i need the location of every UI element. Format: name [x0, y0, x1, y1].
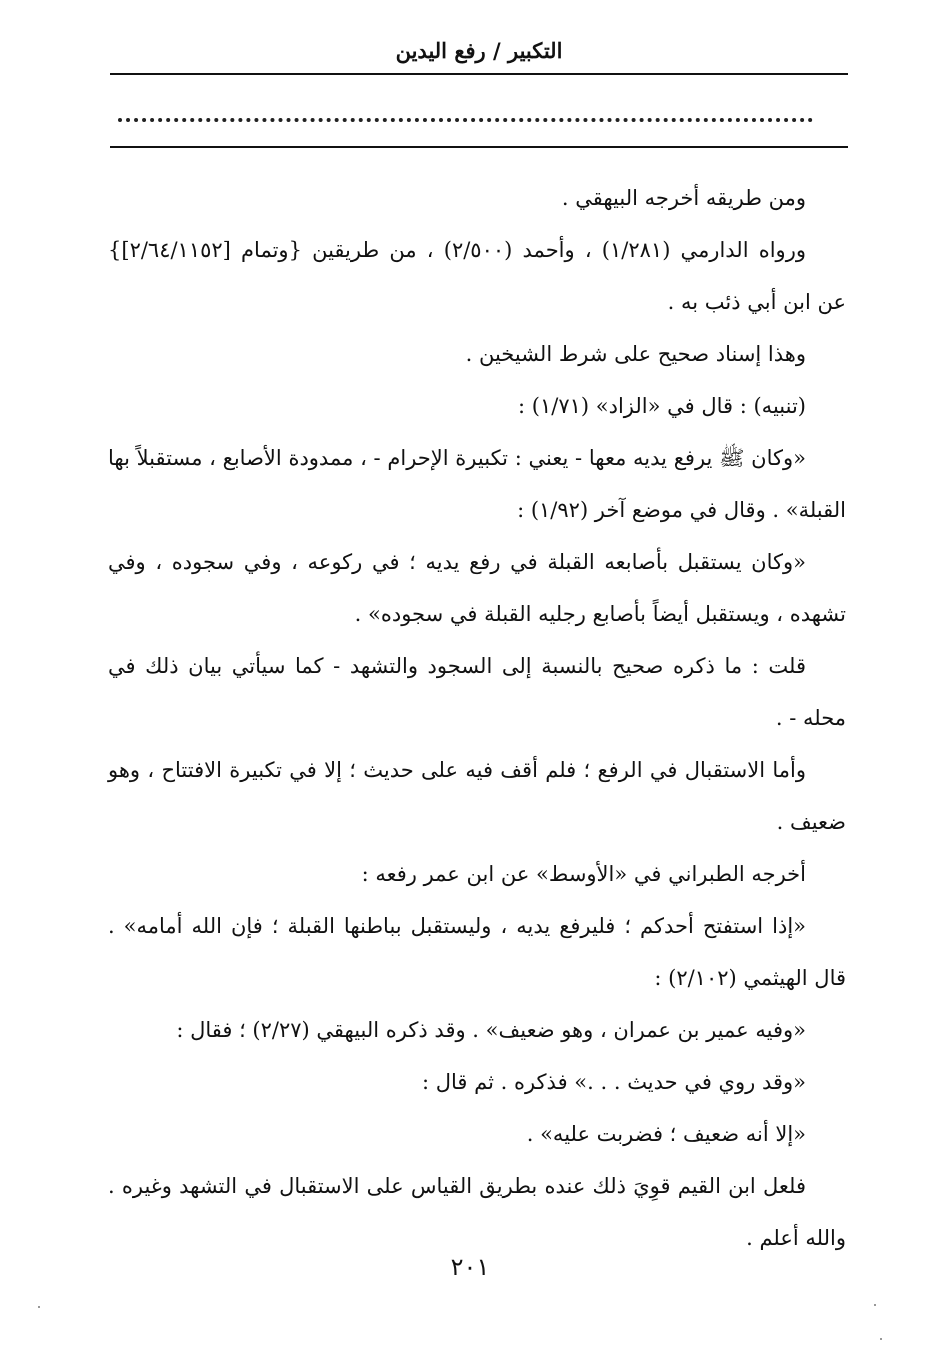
- paragraph-2: ورواه الدارمي (١/٢٨١) ، وأحمد (٢/٥٠٠) ، من طريقين {وتمام [٢/٦٤/١١٥٢]} عن ابن أبي ذئب به .: [108, 238, 846, 314]
- page-number: ٢٠١: [450, 1253, 490, 1281]
- paragraph-12: «وقد روي في حديث . . .» فذكره . ثم قال :: [422, 1070, 806, 1094]
- paragraph-5: «وكان ﷺ يرفع يديه معها - يعني : تكبيرة الإحرام - ، ممدودة الأصابع ، مستقبلاً بها القبلة» . وقال في موضع آخر (١/٩٢) :: [108, 446, 846, 522]
- body-text: [108, 172, 846, 1264]
- paragraph-10: «إذا استفتح أحدكم ؛ فليرفع يديه ، وليستقبل بباطنها القبلة ؛ فإن الله أمامه» . قال الهيثمي (٢/١٠٢) :: [108, 914, 846, 990]
- paragraph-4: (تنبيه) : قال في «الزاد» (١/٧١) :: [518, 394, 806, 418]
- paragraph-14: فلعل ابن القيم قوِيَ ذلك عنده بطريق القياس على الاستقبال في التشهد وغيره . والله أعلم .: [108, 1174, 846, 1250]
- running-header: التكبير / رفع اليدين: [395, 38, 563, 63]
- paragraph-1: ومن طريقه أخرجه البيهقي .: [561, 186, 806, 210]
- paragraph-11: «وفيه عمير بن عمران ، وهو ضعيف» . وقد ذكره البيهقي (٢/٢٧) ؛ فقال :: [176, 1018, 806, 1042]
- paragraph-8: وأما الاستقبال في الرفع ؛ فلم أقف فيه على حديث ؛ إلا في تكبيرة الافتتاح ، وهو ضعيف .: [108, 758, 846, 834]
- paragraph-3: وهذا إسناد صحيح على شرط الشيخين .: [465, 342, 806, 366]
- dotted-separator: [118, 118, 813, 122]
- paragraph-13: «إلا أنه ضعيف ؛ فضربت عليه» .: [526, 1122, 806, 1146]
- header-rule: [110, 73, 848, 75]
- paragraph-7: قلت : ما ذكره صحيح بالنسبة إلى السجود والتشهد - كما سيأتي بيان ذلك في محله - .: [108, 654, 846, 730]
- dotted-separator-rule: [110, 146, 848, 148]
- scan-speck: [880, 1338, 882, 1340]
- scan-speck: [874, 1304, 876, 1306]
- paragraph-6: «وكان يستقبل بأصابعه القبلة في رفع يديه ؛ في ركوعه ، وفي سجوده ، وفي تشهده ، ويستقبل أيضاً بأصابع رجليه القبلة في سجوده» .: [108, 550, 846, 626]
- scan-speck: [38, 1306, 40, 1308]
- paragraph-9: أخرجه الطبراني في «الأوسط» عن ابن عمر رفعه :: [361, 862, 806, 886]
